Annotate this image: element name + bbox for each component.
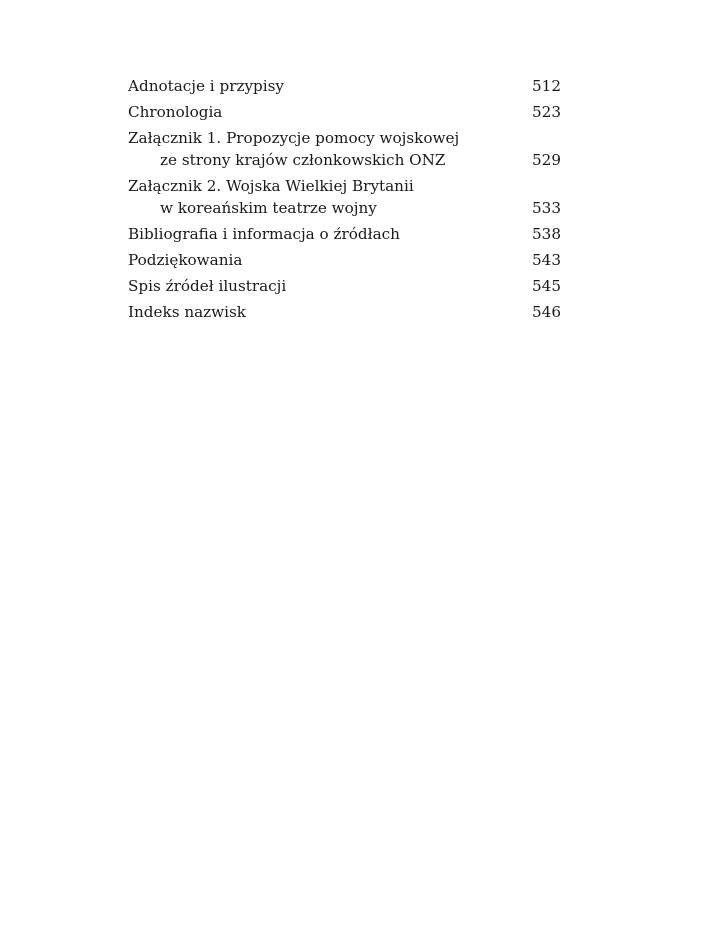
toc-entry-indeks [128,301,561,323]
toc-entry-title: Podziękowania [128,251,243,269]
table-of-contents [128,75,561,327]
toc-entry-title: Indeks nazwisk [128,303,247,321]
toc-page-number: 546 [532,303,561,321]
toc-entry-title-continuation: ze strony krajów członkowskich ONZ [160,151,446,169]
toc-page-number: 523 [532,103,561,121]
toc-page-number: 512 [532,77,561,95]
toc-entry-title-continuation: w koreańskim teatrze wojny [160,199,377,217]
toc-entry-title: Spis źródeł ilustracji [128,277,287,295]
toc-page-number: 538 [532,225,561,243]
toc-entry-title: Załącznik 1. Propozycje pomocy wojskowej [128,129,460,147]
toc-entry-title: Chronologia [128,103,223,121]
toc-entry-zalacznik-2 [128,175,561,219]
toc-entry-title: Bibliografia i informacja o źródłach [128,225,400,243]
toc-page-number: 543 [532,251,561,269]
toc-page-number: 533 [532,199,561,217]
toc-entry-zalacznik-1 [128,127,561,171]
toc-entry-chronologia [128,101,561,123]
toc-entry-spis-ilustracji [128,275,561,297]
toc-entry-title: Załącznik 2. Wojska Wielkiej Brytanii [128,177,414,195]
toc-entry-bibliografia [128,223,561,245]
toc-entry-podziekowania [128,249,561,271]
toc-entry-title: Adnotacje i przypisy [128,77,285,95]
toc-page-number: 545 [532,277,561,295]
toc-page-number: 529 [532,151,561,169]
toc-entry-adnotacje [128,75,561,97]
